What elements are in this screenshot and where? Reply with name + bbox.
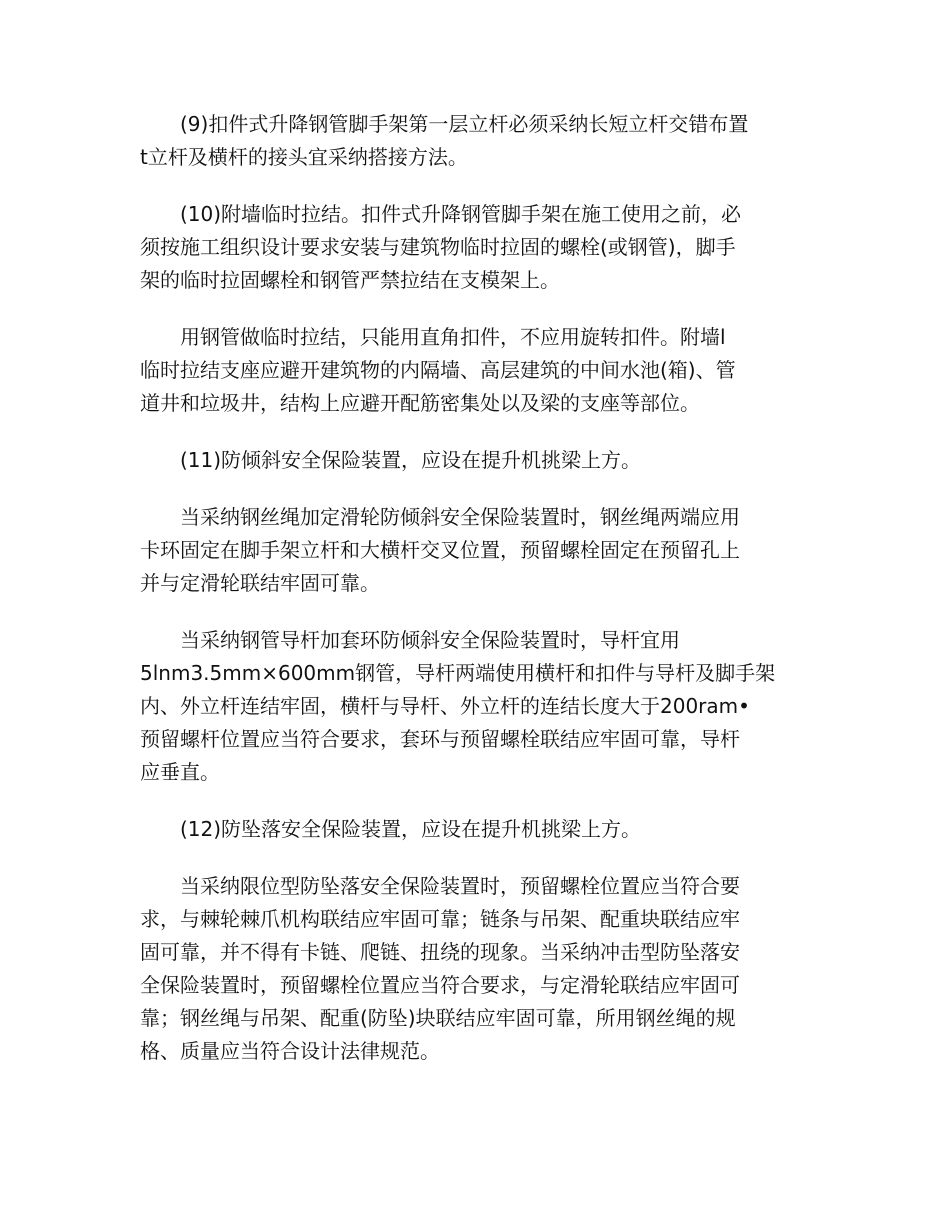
text-line: (9)扣件式升降钢管脚手架第一层立杆必须采纳长短立杆交错布置 <box>180 112 749 136</box>
text-line: 并与定滑轮联结牢固可靠。 <box>140 571 380 595</box>
text-line: (10)附墙临时拉结。扣件式升降钢管脚手架在施工使用之前，必 <box>180 202 742 226</box>
text-line: 靠；钢丝绳与吊架、配重(防坠)块联结应牢固可靠，所用钢丝绳的规 <box>140 1006 736 1030</box>
text-line: (12)防坠落安全保险装置，应设在提升机挑梁上方。 <box>180 817 642 841</box>
text-line: t立杆及横杆的接头宜采纳搭接方法。 <box>140 145 468 169</box>
paragraph-10 <box>140 198 810 297</box>
text-line: 卡环固定在脚手架立杆和大横杆交叉位置，预留螺栓固定在预留孔上 <box>140 538 740 562</box>
text-line: 临时拉结支座应避开建筑物的内隔墙、高层建筑的中间水池(箱)、管 <box>140 358 736 382</box>
text-line: 应垂直。 <box>140 760 220 784</box>
text-line: 格、质量应当符合设计法律规范。 <box>140 1039 440 1063</box>
text-line: 内、外立杆连结牢固，横杆与导杆、外立杆的连结长度大于200ram• <box>140 694 750 718</box>
text-line: 当采纳钢丝绳加定滑轮防倾斜安全保险装置时，钢丝绳两端应用 <box>180 505 740 529</box>
text-line: 须按施工组织设计要求安装与建筑物临时拉固的螺栓(或钢管)，脚手 <box>140 235 736 259</box>
text-line: 求，与棘轮棘爪机构联结应牢固可靠；链条与吊架、配重块联结应牢 <box>140 907 740 931</box>
paragraph-wire-rope-anti-tilt <box>140 501 810 600</box>
text-line: 架的临时拉固螺栓和钢管严禁拉结在支模架上。 <box>140 268 560 292</box>
paragraph-9 <box>140 108 810 174</box>
text-line: 当采纳限位型防坠落安全保险装置时，预留螺栓位置应当符合要 <box>180 874 740 898</box>
paragraph-11 <box>140 444 810 477</box>
paragraph-temporary-tie <box>140 321 810 420</box>
paragraph-12 <box>140 813 810 846</box>
text-line: 5lnm3.5mm×600mm钢管，导杆两端使用横杆和扣件与导杆及脚手架 <box>140 661 776 685</box>
paragraph-anti-fall-device <box>140 870 810 1068</box>
paragraph-guide-rod-anti-tilt <box>140 624 810 789</box>
text-line: (11)防倾斜安全保险装置，应设在提升机挑梁上方。 <box>180 448 642 472</box>
text-line: 全保险装置时，预留螺栓位置应当符合要求，与定滑轮联结应牢固可 <box>140 973 740 997</box>
text-line: 预留螺杆位置应当符合要求，套环与预留螺栓联结应牢固可靠，导杆 <box>140 727 740 751</box>
text-line: 用钢管做临时拉结，只能用直角扣件，不应用旋转扣件。附墙l <box>180 325 726 349</box>
text-line: 道井和垃圾井，结构上应避开配筋密集处以及梁的支座等部位。 <box>140 391 700 415</box>
text-line: 当采纳钢管导杆加套环防倾斜安全保险装置时，导杆宜用 <box>180 628 680 652</box>
text-line: 固可靠，并不得有卡链、爬链、扭绕的现象。当采纳冲击型防坠落安 <box>140 940 740 964</box>
